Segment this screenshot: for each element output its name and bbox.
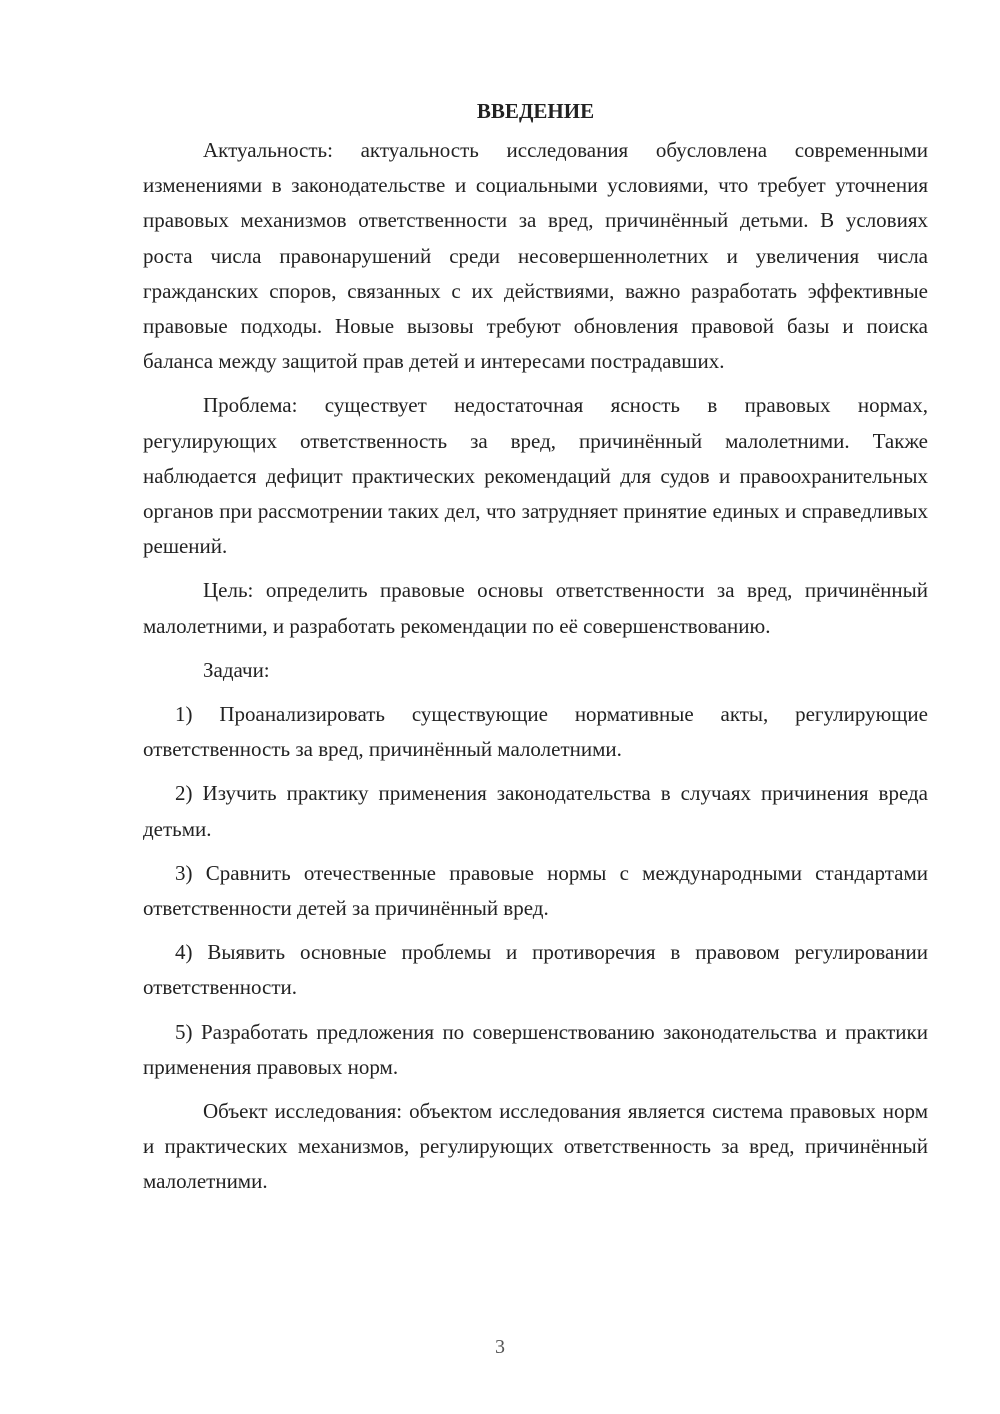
page-number: 3 (495, 1336, 505, 1358)
paragraph-object: Объект исследования: объектом исследования является система правовых норм и практических механизмов, регулирующих ответственность за вред, причинённый малолетними. (143, 1099, 928, 1194)
list-item-task-5: 5) Разработать предложения по совершенствованию законодательства и практики применения правовых норм. (143, 1019, 928, 1079)
list-item-task-1: 1) Проанализировать существующие нормативные акты, регулирующие ответственность за вред, причинённый малолетними. (143, 702, 928, 762)
paragraph-tasks-heading: Задачи: (203, 657, 270, 682)
paragraph-problem: Проблема: существует недостаточная ясность в правовых нормах, регулирующих ответственность за вред, причинённый малолетними. Также наблюдается дефицит практических рекомендаций для судов и правоохранительных органов при рассмотрении таких дел, что затрудняет принятие единых и справедливых решений. (143, 393, 928, 559)
document-page (143, 96, 928, 1200)
paragraph-goal: Цель: определить правовые основы ответственности за вред, причинённый малолетними, и разработать рекомендации по её совершенствованию. (143, 578, 928, 638)
list-item-task-3: 3) Сравнить отечественные правовые нормы с международными стандартами ответственности детей за причинённый вред. (143, 860, 928, 921)
list-item-task-2: 2) Изучить практику применения законодательства в случаях причинения вреда детьми. (143, 781, 928, 841)
section-title: ВВЕДЕНИЕ (476, 99, 595, 123)
list-item-task-4: 4) Выявить основные проблемы и противоречия в правовом регулировании ответственности. (143, 940, 928, 1000)
paragraph-relevance: Актуальность: актуальность исследования обусловлена современными изменениями в законодательстве и социальными условиями, что требует уточнения правовых механизмов ответственности за вред, причинённый детьми. В условиях роста числа правонарушений среди несовершеннолетних и увеличения числа гражданских споров, связанных с их действиями, важно разработать эффективные правовые подходы. Новые вызовы требуют обновления правовой базы и поиска баланса между защитой прав детей и интересами пострадавших. (143, 138, 928, 374)
